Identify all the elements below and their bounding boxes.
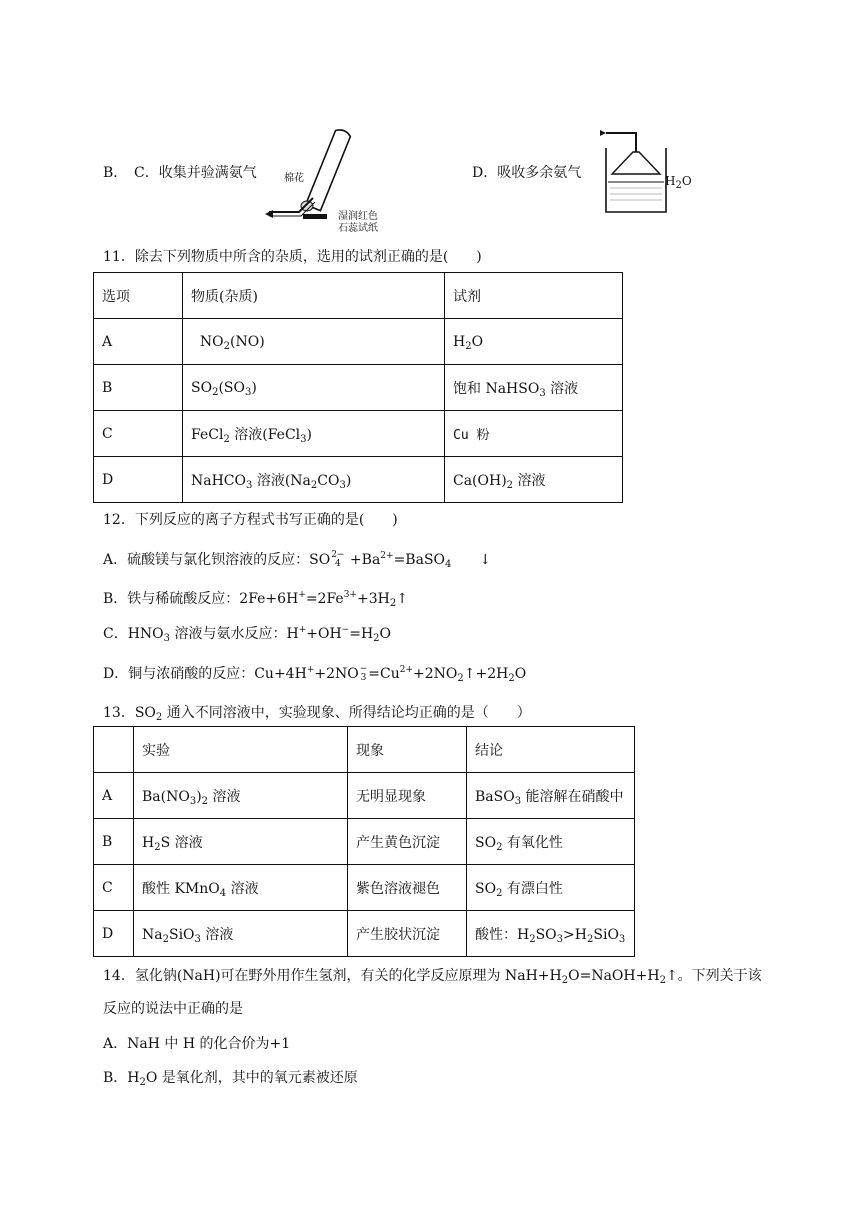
option-c-label: C．收集并验满氨气: [134, 165, 257, 181]
table-cell: $NO_2(NO)$: [183, 319, 445, 365]
q11-table: [93, 272, 623, 503]
q12-option-b: B．铁与稀硫酸反应：$2Fe+6H^+=2Fe^{3+}+3H_2↑$: [103, 590, 408, 609]
table-cell: $Ca(OH)_2$ 溶液: [445, 457, 623, 503]
q13-table: [93, 726, 635, 957]
table-row: [94, 319, 623, 365]
table-cell: $SO_2(SO_3)$: [183, 365, 445, 411]
table-cell: 酸性 KMnO$_4$ 溶液: [134, 865, 348, 911]
table-cell: D: [94, 911, 134, 957]
table-cell: $Ba(NO_3)_2$ 溶液: [134, 773, 348, 819]
table-cell: $H_2O$: [445, 319, 623, 365]
table-cell: $Na_2SiO_3$ 溶液: [134, 911, 348, 957]
table-cell: $SO_2$ 有氧化性: [467, 819, 635, 865]
table-cell: $SO_2$ 有漂白性: [467, 865, 635, 911]
table-header: 现象: [348, 727, 467, 773]
table-cell: Cu 粉: [445, 411, 623, 457]
q11-stem: 11．除去下列物质中所含的杂质，选用的试剂正确的是( ): [103, 249, 482, 265]
table-cell: D: [94, 457, 183, 503]
q14-stem-line1: 14．氢化钠(NaH)可在野外用作生氢剂，有关的化学反应原理为 $NaH+H_2O=NaOH+H_2↑$。下列关于该: [103, 968, 762, 986]
table-cell: C: [94, 411, 183, 457]
table-row: [94, 411, 623, 457]
table-header: 试剂: [445, 273, 623, 319]
q12-stem: 12．下列反应的离子方程式书写正确的是( ): [103, 512, 398, 528]
table-cell: 酸性：$H_2SO_3>H_2SiO_3$: [467, 911, 635, 957]
table-header: 实验: [134, 727, 348, 773]
table-cell: 饱和 NaHSO$_3$ 溶液: [445, 365, 623, 411]
q13-stem: 13．$SO_2$ 通入不同溶液中，实验现象、所得结论均正确的是（ ）: [103, 705, 531, 723]
q14-stem-line2: 反应的说法中正确的是: [103, 1001, 243, 1017]
q12-option-c: C．$HNO_3$ 溶液与氨水反应：$H^++OH^-=H_2O$: [103, 625, 392, 644]
water-label: $H_2O$: [665, 174, 692, 191]
table-row: [94, 819, 635, 865]
table-cell: NaHCO$_3$ 溶液$(Na_2CO_3)$: [183, 457, 445, 503]
table-cell: B: [94, 819, 134, 865]
table-header: [94, 727, 134, 773]
table-cell: BaSO$_3$ 能溶解在硝酸中: [467, 773, 635, 819]
table-header: 物质(杂质): [183, 273, 445, 319]
litmus-paper-label: [338, 211, 378, 235]
table-cell: C: [94, 865, 134, 911]
option-d-label: D．吸收多余氨气: [472, 165, 582, 181]
q12-option-d: D．铜与浓硝酸的反应：Cu+4H++2NO − 3 $=Cu^{2+}+2NO_2↑+2H_2O$: [103, 664, 527, 684]
table-row: [94, 457, 623, 503]
table-cell: 紫色溶液褪色: [348, 865, 467, 911]
table-cell: FeCl$_2$ 溶液(FeCl$_3$): [183, 411, 445, 457]
q14-option-a: A．NaH 中 H 的化合价为+1: [103, 1036, 291, 1052]
table-header: 选项: [94, 273, 183, 319]
table-row: [94, 727, 635, 773]
litmus-paper-label-line2: 石蕊试纸: [338, 223, 378, 234]
table-cell: A: [94, 319, 183, 365]
table-row: [94, 773, 635, 819]
ammonia-absorption-diagram: [600, 126, 670, 216]
option-b-label: B．: [103, 165, 128, 181]
table-row: [94, 865, 635, 911]
table-cell: $H_2S$ 溶液: [134, 819, 348, 865]
q14-option-b: B．$H_2O$ 是氧化剂，其中的氧元素被还原: [103, 1070, 358, 1088]
q12-option-a: A．硫酸镁与氯化钡溶液的反应：SO 2− 4 $+Ba^{2+}=BaSO_4$ ↓: [103, 550, 492, 570]
table-cell: B: [94, 365, 183, 411]
table-cell: 无明显现象: [348, 773, 467, 819]
table-cell: 产生胶状沉淀: [348, 911, 467, 957]
table-cell: A: [94, 773, 134, 819]
table-cell: 产生黄色沉淀: [348, 819, 467, 865]
table-header: 结论: [467, 727, 635, 773]
table-row: [94, 365, 623, 411]
cotton-label: 棉花: [284, 173, 304, 184]
table-row: [94, 911, 635, 957]
litmus-paper-label-line1: 湿润红色: [338, 211, 378, 222]
table-row: [94, 273, 623, 319]
